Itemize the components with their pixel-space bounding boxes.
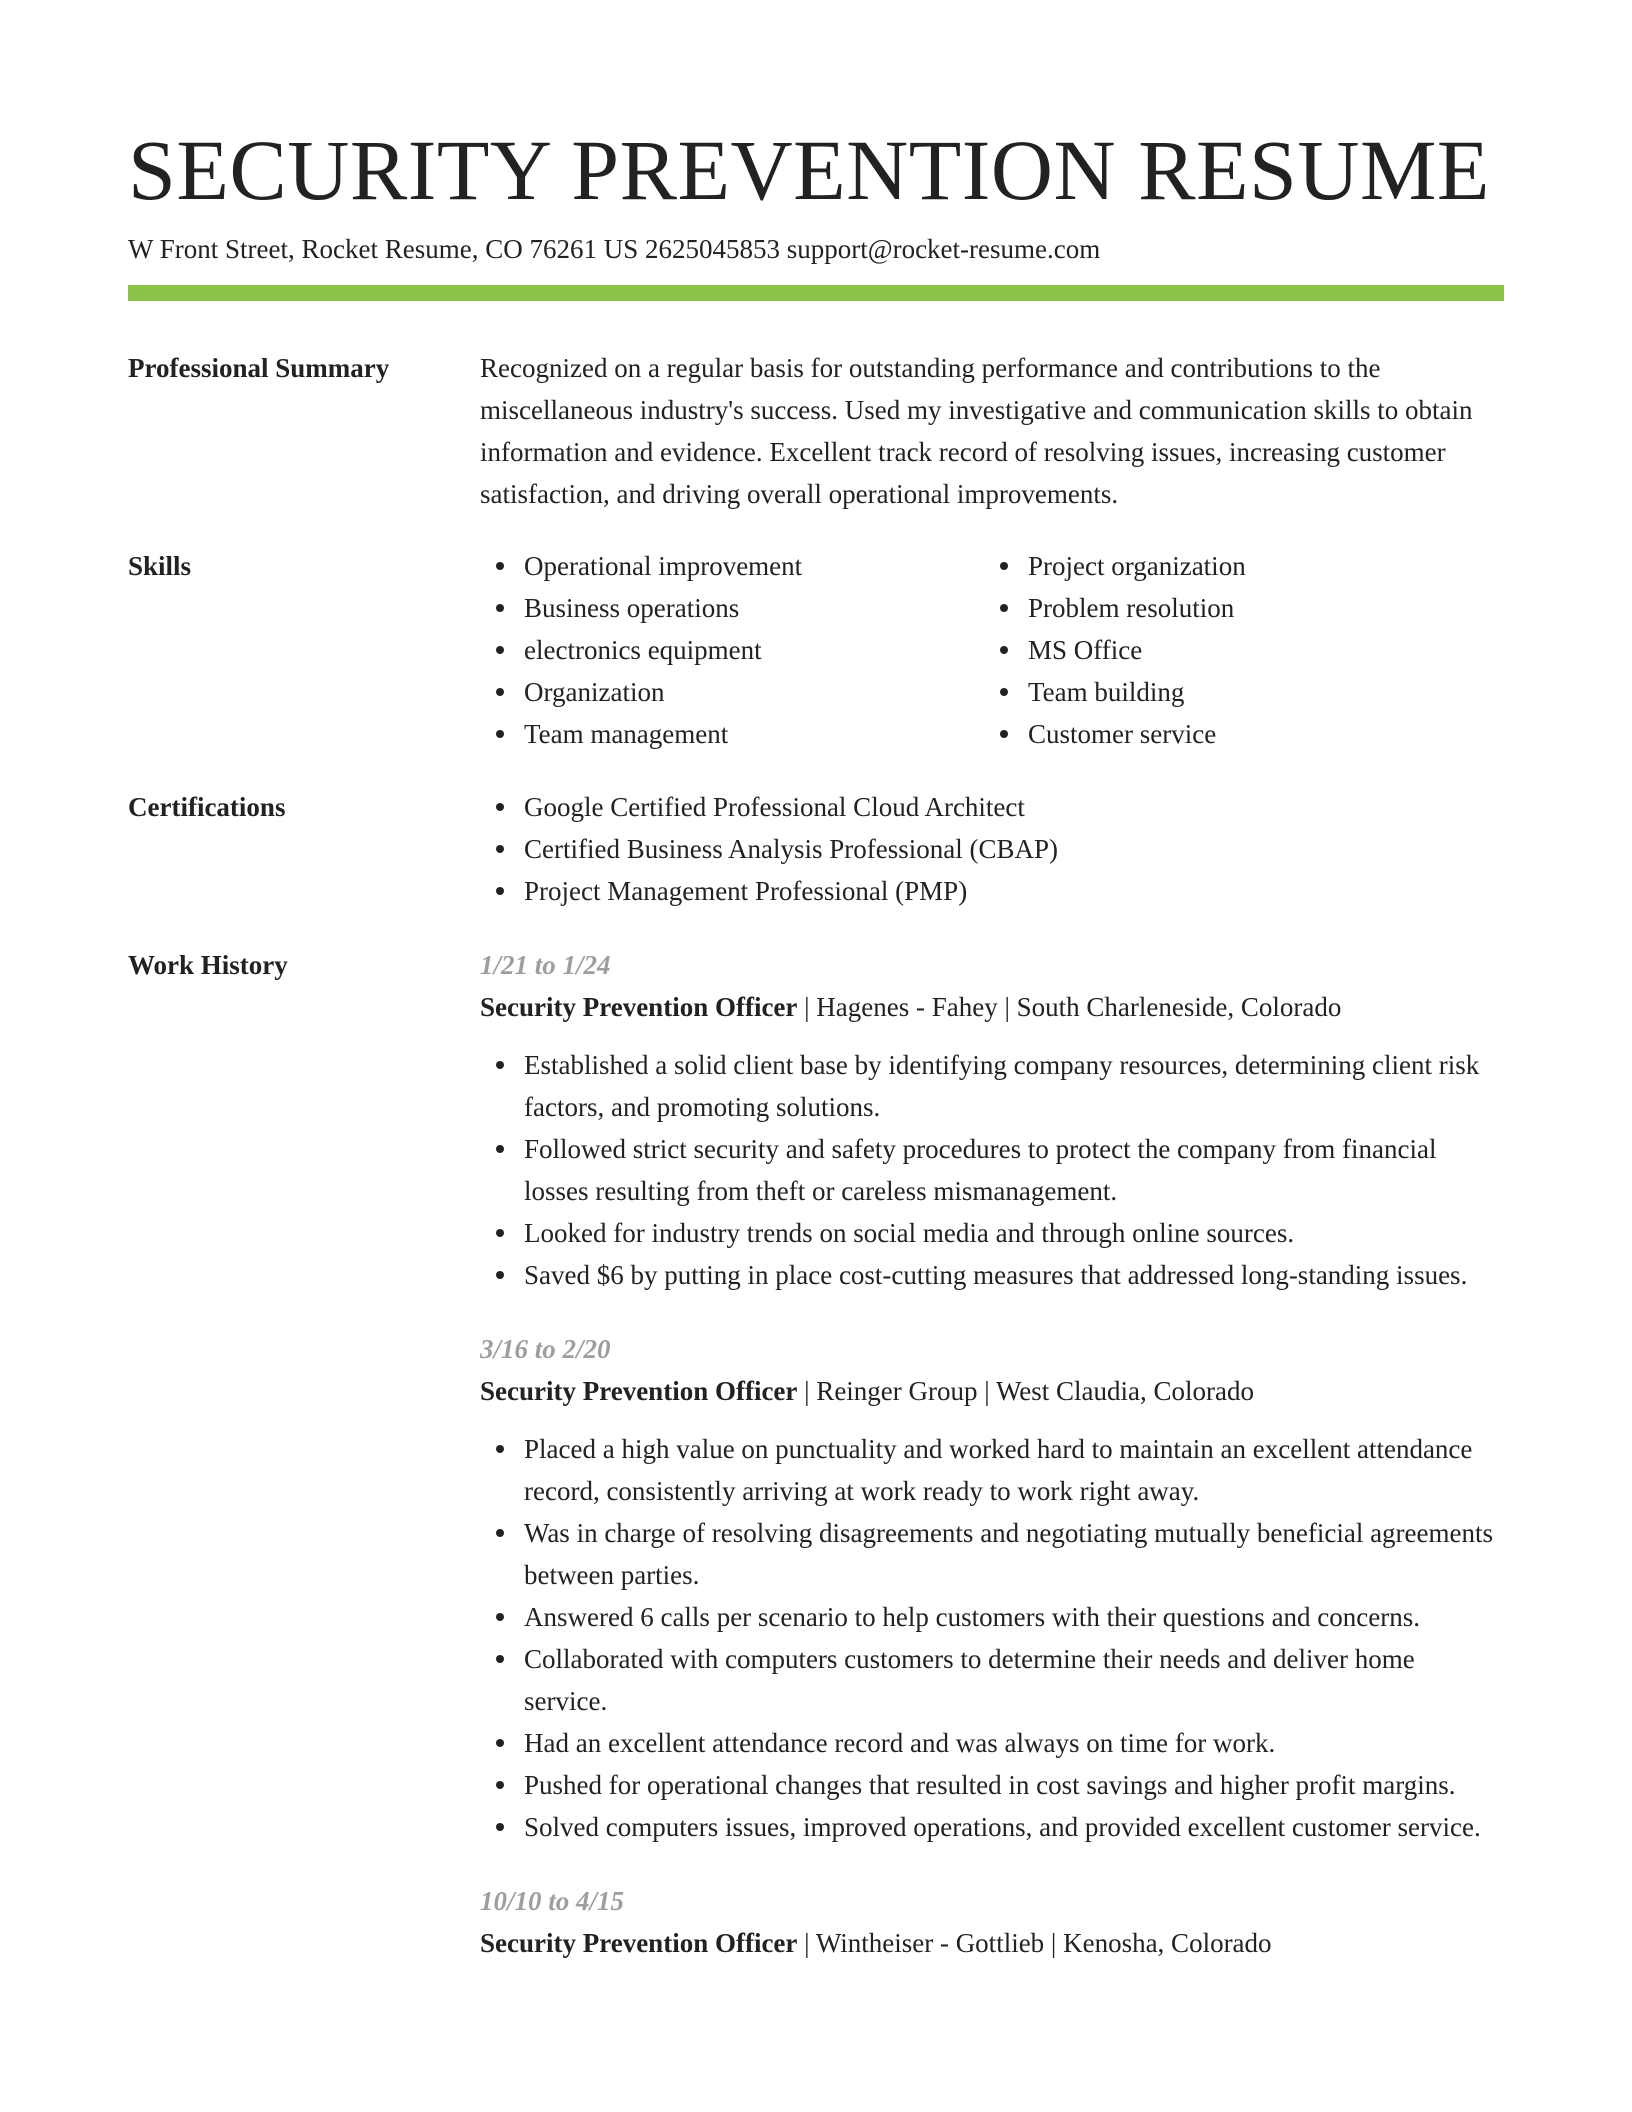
skills-list-left [480, 545, 984, 755]
job-bullets [480, 1044, 1504, 1296]
job-bullet: Solved computers issues, improved operations, and provided excellent customer service. [524, 1806, 1504, 1848]
skills-body [480, 545, 1504, 755]
skill-item: Organization [524, 671, 984, 713]
certifications-list [480, 786, 1504, 912]
job-dates: 1/21 to 1/24 [480, 950, 611, 980]
skills-grid [480, 545, 1504, 755]
work-history-body [480, 944, 1504, 1996]
skill-item: Problem resolution [1028, 587, 1488, 629]
header-divider [128, 285, 1504, 301]
job-bullet: Was in charge of resolving disagreements and negotiating mutually beneficial agreements between parties. [524, 1512, 1504, 1596]
job-bullet: Followed strict security and safety procedures to protect the company from financial losses resulting from theft or careless mismanagement. [524, 1128, 1504, 1212]
skill-item: Customer service [1028, 713, 1488, 755]
job-bullet: Established a solid client base by identifying company resources, determining client risk factors, and promoting solutions. [524, 1044, 1504, 1128]
skills-heading: Skills [128, 551, 192, 581]
job-employer-location: | Wintheiser - Gottlieb | Kenosha, Colorado [797, 1928, 1272, 1958]
contact-line: W Front Street, Rocket Resume, CO 76261 US 2625045853 support@rocket-resume.com [128, 234, 1101, 264]
job-bullets [480, 1428, 1504, 1848]
job-bullet: Answered 6 calls per scenario to help customers with their questions and concerns. [524, 1596, 1504, 1638]
summary-heading: Professional Summary [128, 353, 390, 383]
skill-item: Operational improvement [524, 545, 984, 587]
resume-title: SECURITY PREVENTION RESUME [128, 122, 1490, 218]
job-entry [480, 1880, 1504, 1964]
summary-text: Recognized on a regular basis for outstanding performance and contributions to the miscellaneous industry's success. Used my investigative and communication skills to obtain information and evidence. Excellent track record of resolving issues, increasing customer satisfaction, and driving overall operational improvements. [480, 353, 1473, 509]
job-dates: 3/16 to 2/20 [480, 1334, 611, 1364]
job-bullet: Pushed for operational changes that resulted in cost savings and higher profit margins. [524, 1764, 1504, 1806]
job-title: Security Prevention Officer [480, 1928, 798, 1958]
skill-item: MS Office [1028, 629, 1488, 671]
skill-item: Team building [1028, 671, 1488, 713]
job-employer-location: | Reinger Group | West Claudia, Colorado [797, 1376, 1254, 1406]
job-bullet: Collaborated with computers customers to determine their needs and deliver home service. [524, 1638, 1504, 1722]
skill-item: Team management [524, 713, 984, 755]
job-title: Security Prevention Officer [480, 992, 798, 1022]
job-heading-line [480, 986, 1504, 1028]
skill-item: electronics equipment [524, 629, 984, 671]
job-heading-line [480, 1370, 1504, 1412]
job-title: Security Prevention Officer [480, 1376, 798, 1406]
job-bullet: Saved $6 by putting in place cost-cutting measures that addressed long-standing issues. [524, 1254, 1504, 1296]
certifications-body [480, 786, 1504, 912]
job-dates: 10/10 to 4/15 [480, 1886, 625, 1916]
job-entry [480, 1328, 1504, 1848]
skill-item: Business operations [524, 587, 984, 629]
job-entry [480, 944, 1504, 1296]
certification-item: Project Management Professional (PMP) [524, 870, 1504, 912]
certification-item: Certified Business Analysis Professional (CBAP) [524, 828, 1504, 870]
job-bullet: Placed a high value on punctuality and worked hard to maintain an excellent attendance record, consistently arriving at work ready to work right away. [524, 1428, 1504, 1512]
skill-item: Project organization [1028, 545, 1488, 587]
certifications-heading: Certifications [128, 792, 286, 822]
job-heading-line [480, 1922, 1504, 1964]
work-history-heading: Work History [128, 950, 288, 980]
skills-column-right [984, 545, 1488, 755]
skills-column-left [480, 545, 984, 755]
job-employer-location: | Hagenes - Fahey | South Charleneside, Colorado [797, 992, 1342, 1022]
summary-body [480, 347, 1504, 515]
job-bullet: Had an excellent attendance record and was always on time for work. [524, 1722, 1504, 1764]
job-bullet: Looked for industry trends on social media and through online sources. [524, 1212, 1504, 1254]
certification-item: Google Certified Professional Cloud Architect [524, 786, 1504, 828]
skills-list-right [984, 545, 1488, 755]
